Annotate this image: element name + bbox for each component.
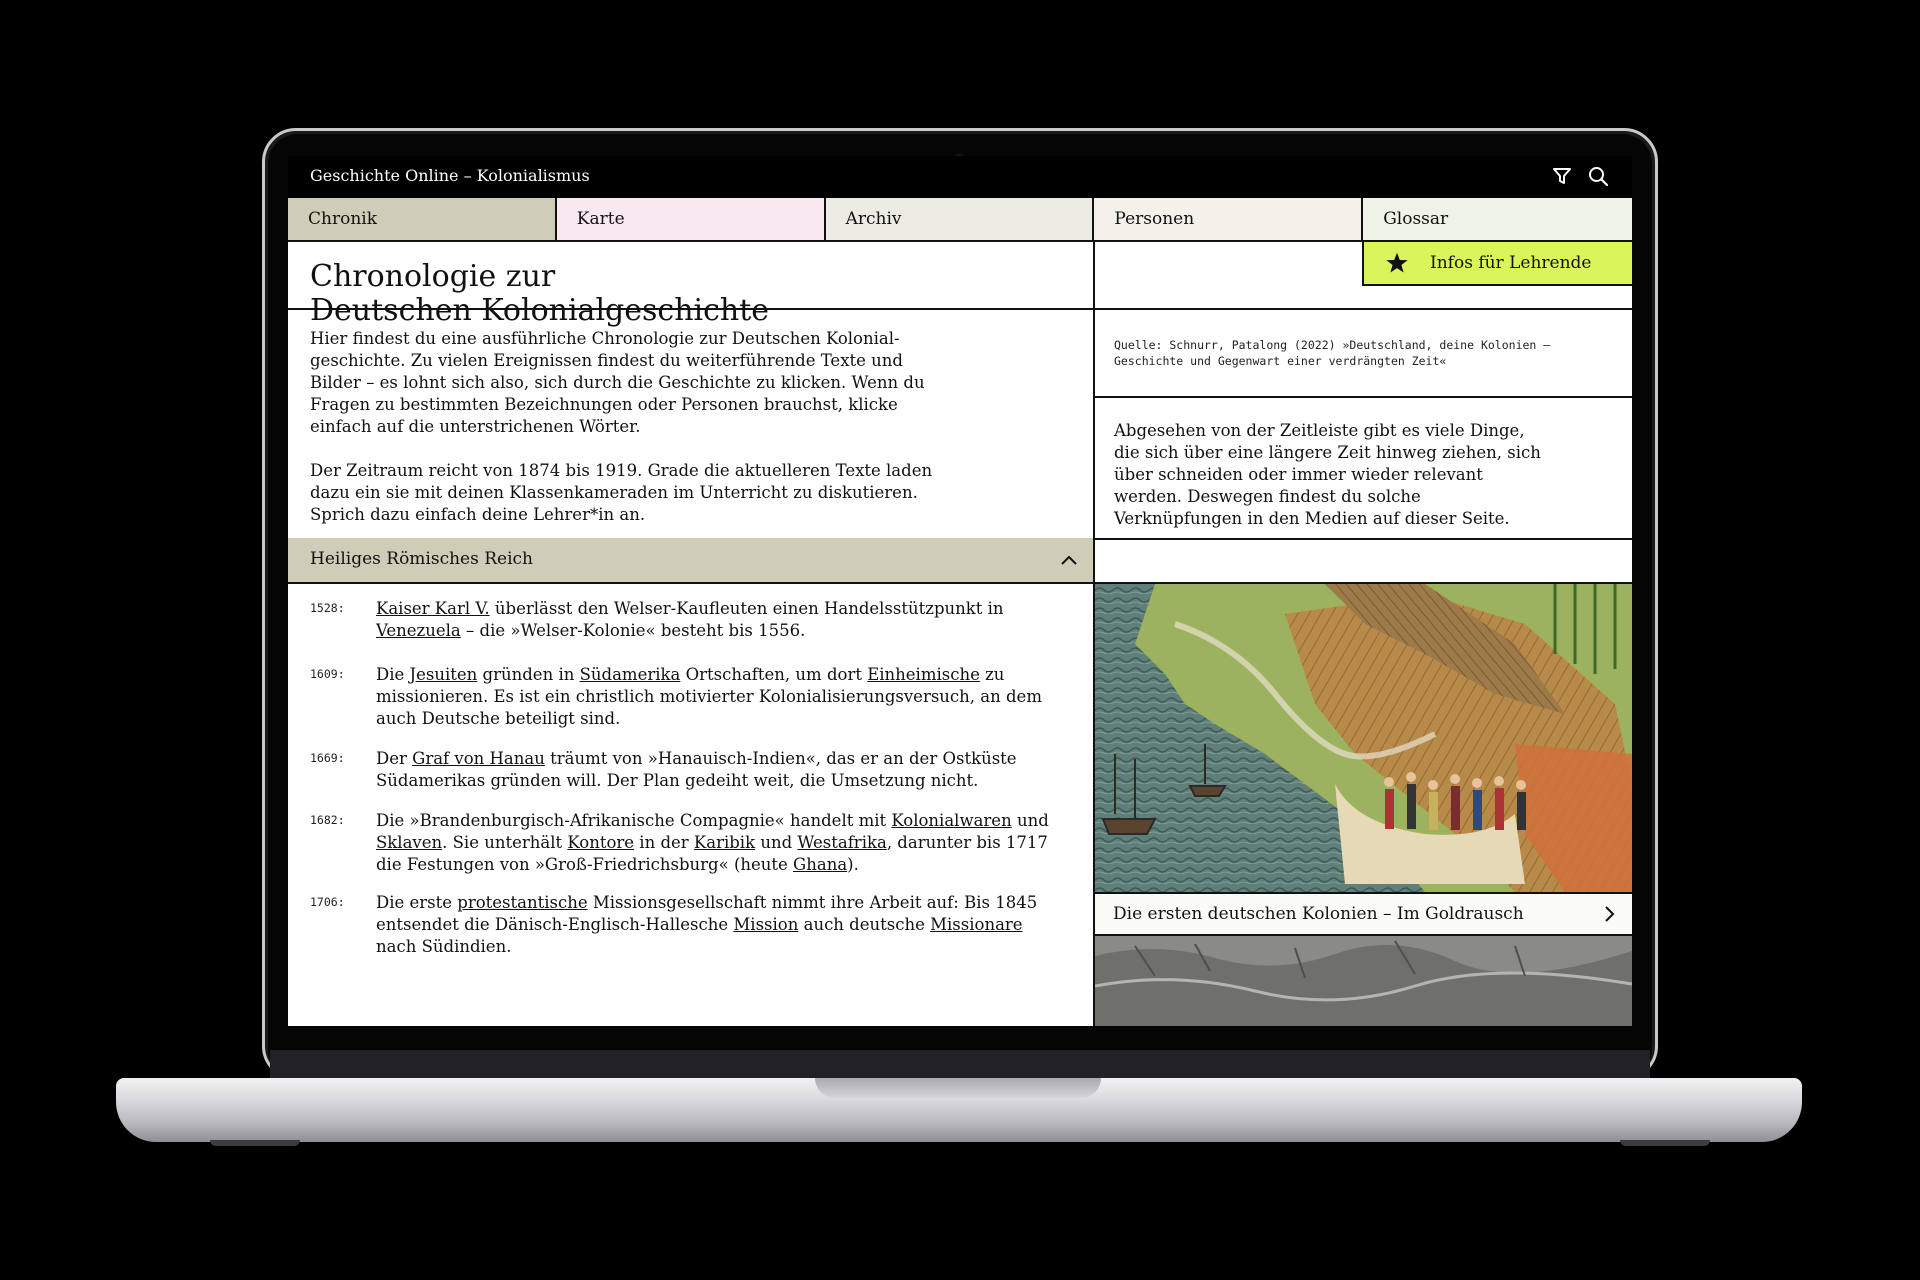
laptop-hinge [270,1050,1650,1078]
timeline-text-segment: überlässt den Welser-Kaufleuten einen Handelsstützpunkt in [489,599,1004,618]
glossary-link[interactable]: Karibik [693,833,756,852]
timeline-year: 1706: [310,895,345,909]
teacher-info-label: Infos für Lehrende [1430,253,1592,273]
glossary-link[interactable]: Sklaven [376,833,443,852]
timeline-year: 1528: [310,601,345,615]
laptop-foot-right [1620,1140,1710,1146]
timeline-text-segment: . Sie unterhält [442,833,568,852]
glossary-link[interactable]: Kolonialwaren [891,811,1012,830]
tab-glossar[interactable]: Glossar [1363,198,1632,242]
timeline-text-segment: Die »Brandenburgisch-Afrikanische Compagnie« handelt mit [376,811,892,830]
main-content [288,198,1632,1026]
media-caption-link[interactable] [1095,892,1632,936]
timeline-text-segment: Die [376,665,410,684]
timeline-text-segment: Ortschaften, um dort [680,665,868,684]
media-caption: Die ersten deutschen Kolonien – Im Goldrausch [1113,904,1524,924]
timeline-text [376,810,1056,876]
tab-chronik[interactable]: Chronik [288,198,557,242]
glossary-link[interactable]: Graf von Hanau [412,749,545,768]
timeline-text-segment: und [755,833,798,852]
page-title-line: Deutschen Kolonialgeschichte [310,293,770,328]
timeline-text-segment: in der [634,833,694,852]
timeline-text [376,892,1056,958]
timeline-text-segment: nach Südindien. [376,937,512,956]
glossary-link[interactable]: Kontore [567,833,635,852]
timeline-text-segment: Der [376,749,413,768]
chevron-right-icon [1600,905,1618,923]
timeline-text-segment: Missionsgesellschaft nimmt ihre Arbeit auf: Bis 1845 entsendet die Dänisch-Englisch-Hallesche [376,893,1038,934]
timeline-text-segment: ). [847,855,859,874]
timeline-text-segment: auch deutsche [798,915,931,934]
section-title: Heiliges Römisches Reich [310,549,534,569]
tab-archiv[interactable]: Archiv [826,198,1095,242]
page-title-line: Chronologie zur [310,259,556,294]
timeline-year: 1609: [310,667,345,681]
page-title [310,260,1070,328]
intro-paragraph: Hier findest du eine ausführliche Chronologie zur Deutschen Kolonial-geschichte. Zu vielen Ereignissen findest du weiterführende Texte und Bilder – es lohnt sich also, sich durch die Geschichte zu klicken. Wenn du Fragen zu bestimmten Bezeichnungen oder Personen brauchst, klicke einfach auf die unterstrichenen Wörter. [310,329,925,436]
laptop-notch [815,1078,1101,1098]
timeline-text-segment: , darunter bis 1717 die Festungen von »Groß-Friedrichsburg« (heute [376,833,1048,874]
timeline-year: 1669: [310,751,345,765]
timeline-text [376,664,1056,730]
glossary-link[interactable]: Venezuela [376,621,461,640]
timeline-text-segment: zu missionieren. Es ist ein christlich motivierter Kolonialisierungsversuch, an dem auch Deutsche beteiligt sind. [376,665,1042,728]
laptop-foot-left [210,1140,300,1146]
divider [1095,396,1632,398]
timeline-text [376,598,1056,642]
section-header[interactable] [288,538,1093,582]
star-icon [1384,250,1410,276]
search-icon[interactable] [1586,164,1610,188]
screen [288,156,1632,1026]
glossary-link[interactable]: Ghana [793,855,848,874]
main-nav [288,198,1632,242]
timeline-text [376,748,1056,792]
intro-text [310,328,950,548]
timeline-text-segment: gründen in [477,665,580,684]
historic-map-illustration[interactable] [1095,584,1632,892]
glossary-link[interactable]: Jesuiten [409,665,478,684]
tab-personen[interactable]: Personen [1094,198,1363,242]
timeline-text-segment: und [1011,811,1049,830]
site-title[interactable]: Geschichte Online – Kolonialismus [310,166,590,185]
chevron-up-icon[interactable] [1059,550,1079,570]
timeline-text-segment: – die »Welser-Kolonie« besteht bis 1556. [460,621,806,640]
engraving-illustration[interactable] [1095,936,1632,1026]
aside-text: Abgesehen von der Zeitleiste gibt es viele Dinge, die sich über eine längere Zeit hinweg ziehen, sich über schneiden oder immer wieder relevant werden. Deswegen findest du solche Verknüpfungen in den Medien auf dieser Seite. [1114,421,1541,528]
source-citation: Quelle: Schnurr, Patalong (2022) »Deutschland, deine Kolonien – Geschichte und Gegenwart einer verdrängten Zeit« [1114,338,1551,368]
tab-karte[interactable]: Karte [557,198,826,242]
glossary-link[interactable]: Kaiser Karl V. [376,599,490,618]
teacher-info-button[interactable] [1362,242,1632,286]
timeline-text-segment: träumt von »Hanauisch-Indien«, das er an der Ostküste Südamerikas gründen will. Der Plan gedeiht weit, die Umsetzung nicht. [376,749,1017,790]
glossary-link[interactable]: Mission [733,915,799,934]
glossary-link[interactable]: Westafrika [797,833,887,852]
timeline-text-segment: Die erste [376,893,458,912]
filter-icon[interactable] [1550,164,1574,188]
top-bar [288,156,1632,198]
intro-paragraph: Der Zeitraum reicht von 1874 bis 1919. Grade die aktuelleren Texte laden dazu ein sie mit deinen Klassenkameraden im Unterricht zu diskutieren. Sprich dazu einfach deine Lehrer*in an. [310,461,933,524]
glossary-link[interactable]: Missionare [930,915,1023,934]
glossary-link[interactable]: Südamerika [579,665,681,684]
glossary-link[interactable]: protestantische [457,893,588,912]
timeline-year: 1682: [310,813,345,827]
glossary-link[interactable]: Einheimische [867,665,980,684]
